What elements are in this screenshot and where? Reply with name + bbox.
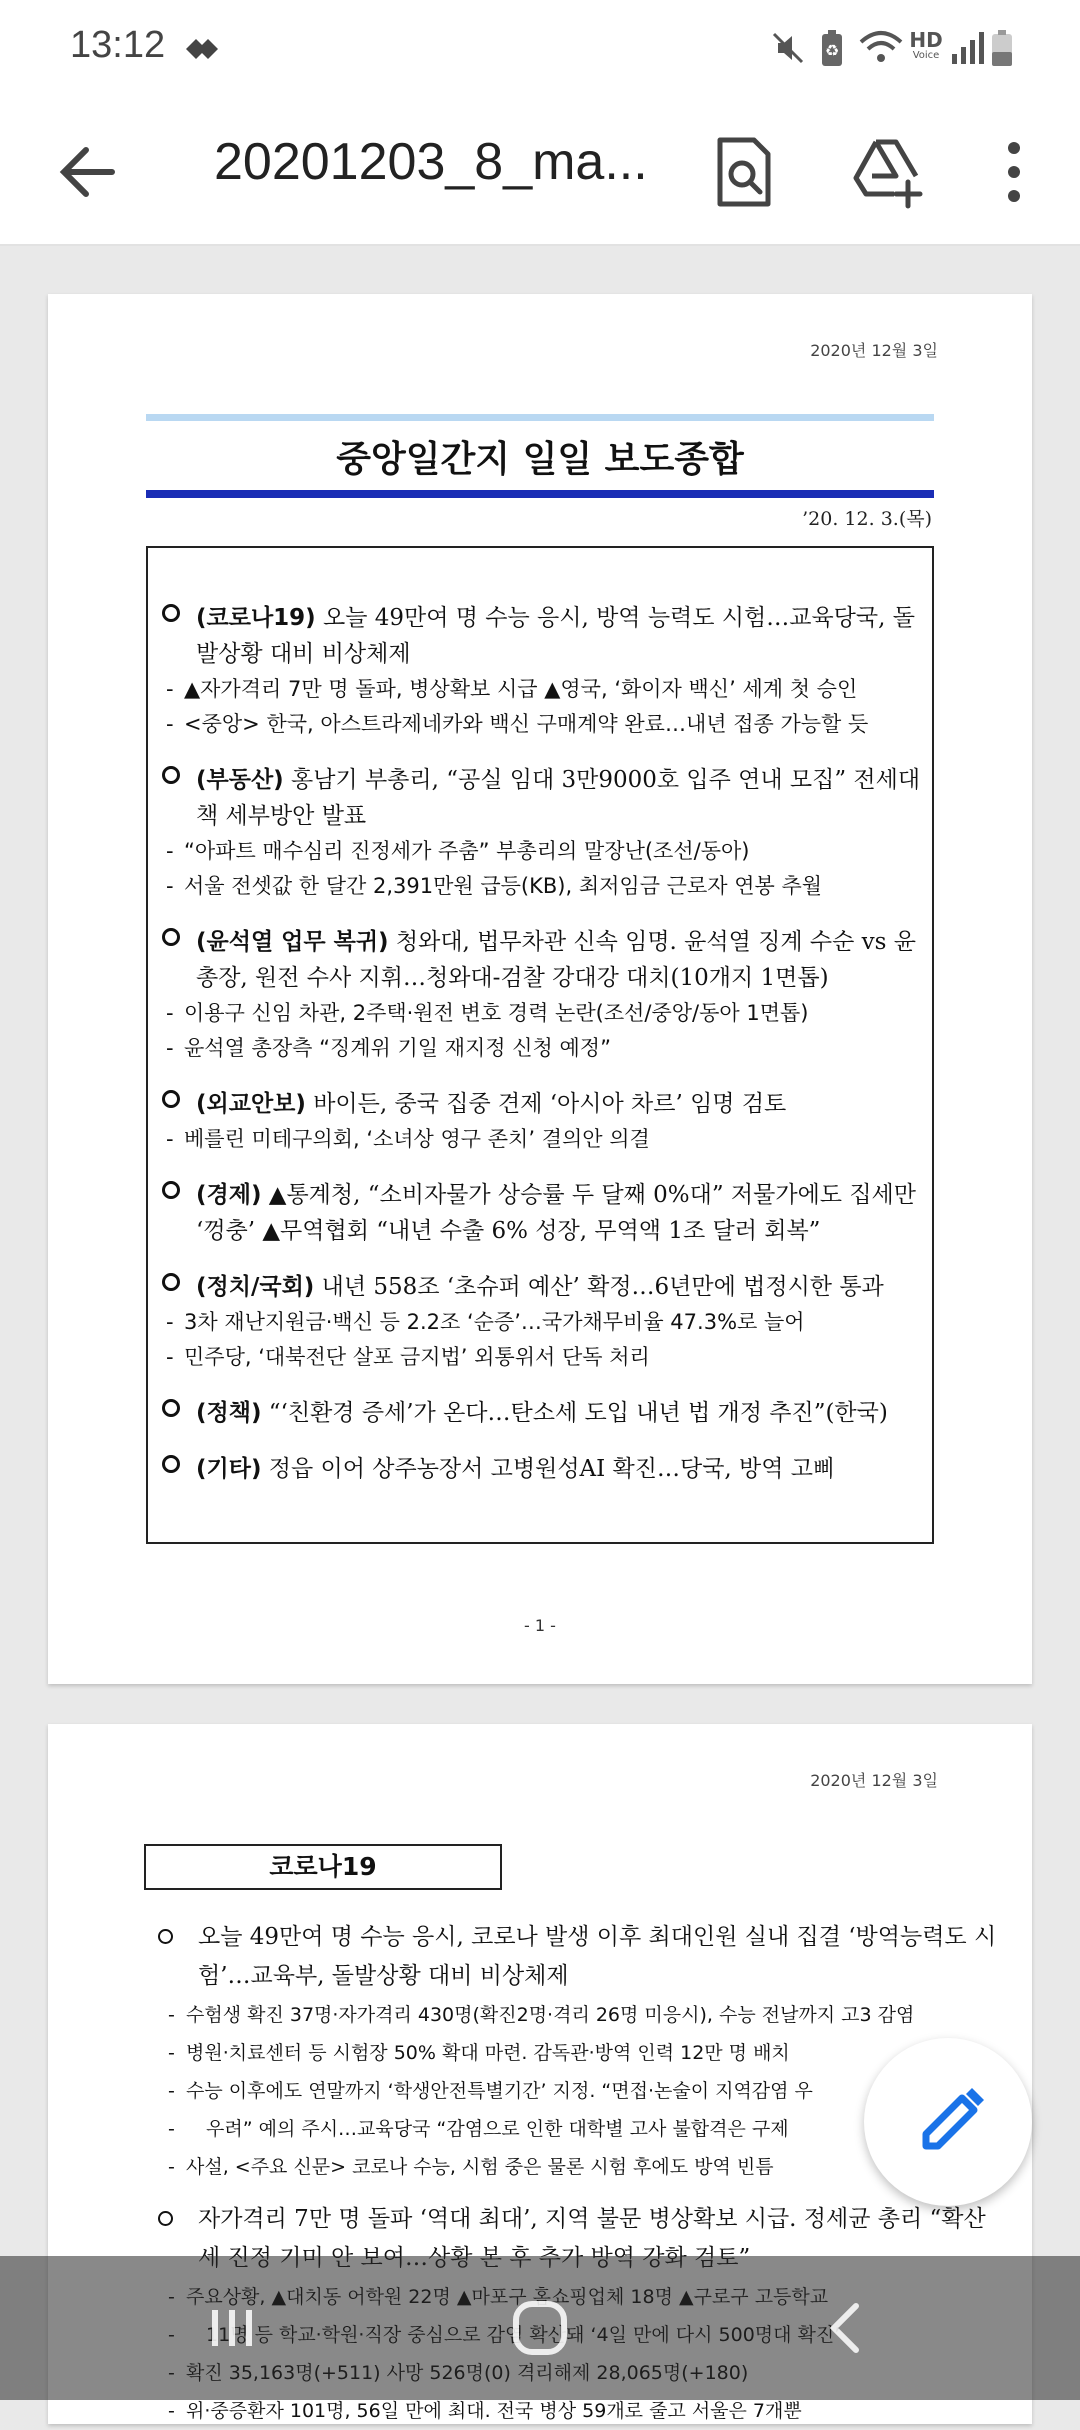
item-text: 오늘 49만여 명 수능 응시, 방역 능력도 시험…교육당국, 돌발상황 대비 비상체제 <box>196 605 915 667</box>
item-sub: - 민주당, ‘대북전단 살포 금지법’ 외통위서 단독 처리 <box>166 1340 928 1375</box>
wifi-icon <box>858 28 904 68</box>
summary-item <box>148 1451 932 1487</box>
summary-item <box>148 600 932 742</box>
item-tag: (기타) <box>196 1456 262 1482</box>
item-text: 정읍 이어 상주농장서 고병원성AI 확진…당국, 방역 고삐 <box>261 1456 836 1482</box>
news-headline: 오늘 49만여 명 수능 응시, 코로나 발생 이후 최대인원 실내 집결 ‘방역능력도 시험’…교육부, 돌발상황 대비 비상체제 <box>158 1918 998 1996</box>
news-detail: - 수험생 확진 37명·자가격리 430명(확진2명·격리 26명 미응시), 수능 전날까지 고3 감염 <box>158 1996 998 2034</box>
summary-item <box>148 762 932 904</box>
edit-fab-button[interactable] <box>864 2038 1032 2206</box>
page-number: - 1 - <box>524 1616 556 1635</box>
title-banner <box>146 414 934 498</box>
battery-saver-icon <box>818 28 846 68</box>
more-icon[interactable] <box>976 134 1052 210</box>
bullet-icon <box>162 766 180 784</box>
item-text: ▲통계청, “소비자물가 상승률 두 달째 0%대” 저물가에도 집세만 ‘껑충’ ▲무역협회 “내년 수출 6% 성장, 무역액 1조 달러 회복” <box>196 1182 916 1244</box>
item-tag: (외교안보) <box>196 1091 306 1117</box>
battery-icon <box>990 28 1014 68</box>
item-tag: (코로나19) <box>196 605 316 631</box>
item-sub: - 3차 재난지원금·백신 등 2.2조 ‘순증’…국가채무비율 47.3%로 늘어 <box>166 1305 928 1340</box>
item-sub: - “아파트 매수심리 진정세가 주춤” 부총리의 말장난(조선/동아) <box>166 834 928 869</box>
summary-item <box>148 924 932 1066</box>
item-sub: - 이용구 신임 차관, 2주택·원전 변호 경력 논란(조선/중앙/동아 1면톱) <box>166 996 928 1031</box>
title-bottom-rule <box>146 490 934 498</box>
item-text: 홍남기 부총리, “공실 임대 3만9000호 입주 연내 모집” 전세대책 세부방안 발표 <box>196 767 921 829</box>
app-bar <box>0 98 1080 246</box>
item-text: 청와대, 법무차관 신속 임명. 윤석열 징계 수순 vs 윤 총장, 원전 수사 지휘…청와대-검찰 강대강 대치(10개지 1면톱) <box>196 929 916 991</box>
bullet-icon <box>162 1455 180 1473</box>
signal-icon <box>950 30 988 66</box>
nfc-icon <box>182 34 222 64</box>
title-top-rule <box>146 414 934 421</box>
doc-title: 중앙일간지 일일 보도종합 <box>336 439 744 480</box>
item-sub: - 베를린 미테구의회, ‘소녀상 영구 존치’ 결의안 의결 <box>166 1122 928 1157</box>
news-detail: - 병원·치료센터 등 시험장 50% 확대 마련. 감독관·방역 인력 12만 명 배치 <box>158 2034 998 2072</box>
item-tag: (윤석열 업무 복귀) <box>196 929 389 955</box>
item-sub: - <중앙> 한국, 아스트라제네카와 백신 구매계약 완료…내년 접종 가능할 듯 <box>166 707 928 742</box>
news-detail-cont: - 우려” 예의 주시…교육당국 “감염으로 인한 대학별 고사 불합격은 구제 <box>158 2110 998 2148</box>
news-detail: - 사설, <주요 신문> 코로나 수능, 시험 중은 물론 시험 후에도 방역 빈틈 <box>158 2148 998 2186</box>
bullet-icon <box>158 2211 173 2226</box>
item-tag: (정책) <box>196 1400 262 1426</box>
edit-pencil-icon <box>864 2038 1032 2206</box>
mute-icon <box>770 30 806 66</box>
hd-voice-icon: HD Voice <box>909 28 943 61</box>
home-icon[interactable] <box>506 2296 574 2360</box>
report-date: ’20. 12. 3.(목) <box>802 508 932 530</box>
status-time: 13:12 <box>70 24 166 66</box>
item-text: 바이든, 중국 집중 견제 ‘아시아 차르’ 임명 검토 <box>305 1091 787 1117</box>
news-headline: 자가격리 7만 명 돌파 ‘역대 최대’, 지역 불문 병상확보 시급. 정세균 총리 “확산 <box>158 2200 998 2278</box>
bullet-icon <box>162 1273 180 1291</box>
navigation-bar <box>0 2256 1080 2400</box>
svg-text:♻: ♻ <box>824 41 840 60</box>
add-to-drive-icon[interactable] <box>850 134 926 210</box>
summary-item <box>148 1269 932 1375</box>
recents-icon[interactable] <box>200 2296 264 2360</box>
item-text: “‘친환경 증세’가 온다…탄소세 도입 내년 법 개정 추진”(한국) <box>261 1400 888 1426</box>
summary-box <box>146 546 934 1544</box>
document-page-1 <box>48 294 1032 1684</box>
bullet-icon <box>162 1090 180 1108</box>
bullet-icon <box>162 928 180 946</box>
bullet-icon <box>162 604 180 622</box>
back-icon[interactable] <box>52 136 124 208</box>
item-tag: (경제) <box>196 1182 262 1208</box>
item-sub: - 서울 전셋값 한 달간 2,391만원 급등(KB), 최저임금 근로자 연봉 추월 <box>166 869 928 904</box>
section-heading: 코로나19 <box>144 1844 502 1890</box>
item-sub: - 윤석열 총장측 “징계위 기일 재지정 신청 예정” <box>166 1031 928 1066</box>
item-tag: (부동산) <box>196 767 284 793</box>
status-bar <box>0 0 1080 98</box>
summary-item <box>148 1395 932 1431</box>
item-text: 내년 558조 ‘초슈퍼 예산’ 확정…6년만에 법정시한 통과 <box>314 1274 884 1300</box>
bullet-icon <box>162 1181 180 1199</box>
news-detail: - 수능 이후에도 연말까지 ‘학생안전특별기간’ 지정. “면접·논술이 지역감염 우 <box>158 2072 998 2110</box>
summary-item <box>148 1177 932 1249</box>
bullet-icon <box>158 1929 173 1944</box>
news-detail: - 위·중증환자 101명, 56일 만에 최대. 전국 병상 59개로 줄고 서울은 7개뿐 <box>158 2392 998 2430</box>
page-date: 2020년 12월 3일 <box>810 341 938 360</box>
find-in-doc-icon[interactable] <box>706 134 782 210</box>
document-title: 20201203_8_ma... <box>214 133 648 191</box>
page-date: 2020년 12월 3일 <box>810 1771 938 1790</box>
item-tag: (정치/국회) <box>196 1274 315 1300</box>
summary-item <box>148 1086 932 1157</box>
bullet-icon <box>162 1399 180 1417</box>
back-nav-icon[interactable] <box>816 2296 880 2360</box>
item-sub: - ▲자가격리 7만 명 돌파, 병상확보 시급 ▲영국, ‘화이자 백신’ 세계 첫 승인 <box>166 672 928 707</box>
